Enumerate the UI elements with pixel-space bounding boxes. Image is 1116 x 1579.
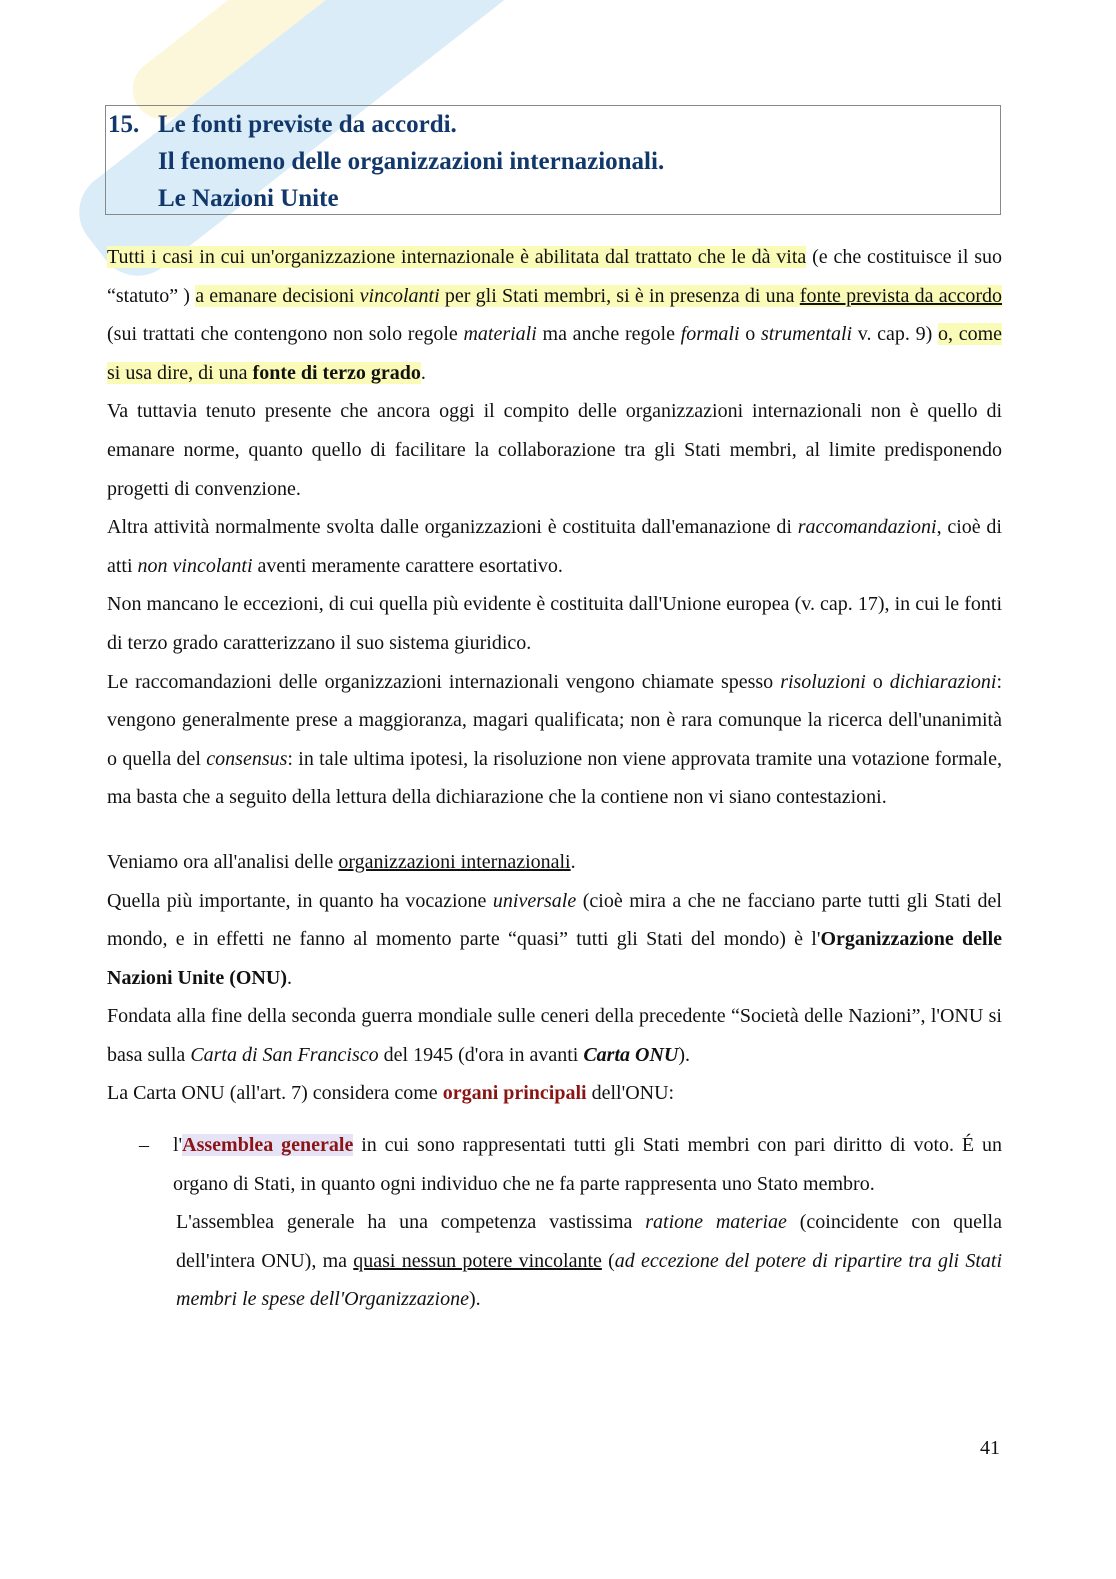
- text-run: Non mancano le eccezioni, di cui quella più evidente è costituita dall'Unione europea (v. cap. 17), in cui le fonti di terzo grado caratterizzano il suo sistema giuridico.: [107, 593, 1002, 654]
- bold-term: organi principali: [442, 1082, 587, 1105]
- paragraph: [173, 1203, 1002, 1319]
- paragraph: [107, 843, 1002, 882]
- bold-term: Carta ONU: [583, 1043, 679, 1066]
- text-run: La Carta ONU (all'art. 7) considera come: [107, 1082, 443, 1105]
- text-run: , cioè di atti: [107, 516, 1002, 577]
- page-number: 41: [980, 1437, 1000, 1459]
- text-run: ).: [468, 1288, 481, 1311]
- italic-term: formali: [680, 323, 740, 346]
- paragraphs: [107, 238, 1002, 1113]
- text-run: (: [601, 1249, 615, 1272]
- underlined-term: quasi nessun potere vincolante: [353, 1249, 602, 1272]
- organs-list: [107, 1126, 1002, 1319]
- section-heading-box: [105, 105, 1001, 215]
- paragraph: [107, 1074, 1002, 1113]
- text-run: Va tuttavia tenuto presente che ancora oggi il compito delle organizzazioni internazionali non è quello di emanare norme, quanto quello di facilitare la collaborazione tra gli Stati membri, al limite predisponendo progetti di convenzione.: [107, 400, 1002, 500]
- italic-term: non vincolanti: [137, 554, 253, 577]
- text-run: o: [739, 323, 761, 346]
- section-title-line-2: Il fenomeno delle organizzazioni internazionali.: [158, 148, 665, 175]
- text-run: Altra attività normalmente svolta dalle organizzazioni è costituita dall'emanazione di: [107, 516, 798, 539]
- text-run: ma anche regole: [536, 323, 681, 346]
- text-run: dell'ONU:: [586, 1082, 675, 1105]
- bold-term: fonte di terzo grado: [252, 361, 421, 384]
- italic-term: raccomandazioni: [797, 516, 937, 539]
- text-run: Le raccomandazioni delle organizzazioni internazionali vengono chiamate spesso: [107, 670, 781, 693]
- text-run: del 1945 (d'ora in avanti: [378, 1043, 584, 1066]
- highlighted-text: o, come si usa dire, di una: [107, 323, 1003, 384]
- highlighted-text: per gli Stati membri, si è in presenza di una: [439, 284, 800, 307]
- paragraph: [107, 392, 1002, 508]
- underlined-term: fonte prevista da accordo: [799, 284, 1003, 307]
- text-run: ).: [678, 1043, 691, 1066]
- italic-term: dichiarazioni: [889, 670, 997, 693]
- section-title-line-3: Le Nazioni Unite: [158, 185, 339, 212]
- section-title-line-1: Le fonti previste da accordi.: [158, 111, 457, 138]
- text-run: L'assemblea generale ha una competenza vastissima: [176, 1211, 646, 1234]
- paragraph: [107, 663, 1002, 817]
- text-run: Veniamo ora all'analisi delle: [107, 850, 339, 873]
- text-run: (e che costituisce il suo “statuto” ): [107, 246, 1002, 307]
- italic-term: vincolanti: [359, 284, 440, 307]
- text-run: Fondata alla fine della seconda guerra mondiale sulle ceneri della precedente “Società delle Nazioni”, l'ONU si basa sulla: [107, 1005, 1002, 1066]
- text-run: in cui sono rappresentati tutti gli Stati membri con pari diritto di voto. É un organo di Stati, in quanto ogni individuo che ne fa parte rappresenta uno Stato membro.: [173, 1134, 1002, 1195]
- italic-term: risoluzioni: [780, 670, 866, 693]
- text-run: l': [173, 1134, 183, 1157]
- text-run: aventi meramente carattere esortativo.: [252, 554, 563, 577]
- text-run: .: [286, 966, 292, 989]
- text-run: (coincidente con quella dell'intera ONU), ma: [176, 1211, 1002, 1272]
- italic-term: strumentali: [760, 323, 853, 346]
- text-run: : in tale ultima ipotesi, la risoluzione non viene approvata tramite una votazione formale, ma basta che a seguito della lettura della dichiarazione che la contiene non vi siano contestazioni.: [107, 747, 1002, 809]
- italic-term: Carta di San Francisco: [190, 1043, 379, 1066]
- text-run: Quella più importante, in quanto ha vocazione: [107, 889, 493, 912]
- paragraph: [107, 508, 1002, 585]
- list-bullet: –: [139, 1134, 149, 1157]
- italic-term: consensus: [206, 747, 288, 770]
- text-run: v. cap. 9): [852, 323, 938, 346]
- paragraph: [173, 1126, 1002, 1203]
- list-item: [173, 1126, 1002, 1319]
- text-run: : vengono generalmente prese a maggioranza, magari qualificata; non è rara comunque la ricerca dell'unanimità o quella del: [107, 670, 1003, 770]
- italic-term: ad eccezione del potere di ripartire tra gli Stati membri le spese dell'Organizzazione: [176, 1249, 1003, 1311]
- paragraph: [107, 882, 1002, 998]
- section-number: 15.: [108, 111, 140, 138]
- paragraph: [107, 997, 1002, 1074]
- bold-term: Organizzazione delle Nazioni Unite (ONU): [107, 928, 1002, 989]
- paragraph: [107, 238, 1002, 392]
- text-run: .: [420, 361, 426, 384]
- text-run: (cioè mira a che ne facciano parte tutti gli Stati del mondo, e in effetti ne fanno al momento parte “quasi” tutti gli Stati del mondo) è l': [107, 889, 1002, 951]
- text-run: .: [570, 850, 576, 873]
- underlined-term: organizzazioni internazionali: [338, 850, 571, 873]
- highlighted-text: a emanare decisioni: [195, 284, 360, 307]
- italic-term: universale: [492, 889, 577, 912]
- italic-term: materiali: [463, 323, 537, 346]
- document-body: [107, 238, 1002, 1319]
- italic-term: ratione materiae: [645, 1211, 787, 1234]
- highlighted-text: Tutti i casi in cui un'organizzazione internazionale è abilitata dal trattato che le dà vita: [107, 246, 807, 268]
- text-run: o: [865, 670, 890, 693]
- bold-term: Assemblea generale: [182, 1134, 354, 1157]
- text-run: (sui trattati che contengono non solo regole: [107, 323, 464, 346]
- paragraph: [107, 585, 1002, 662]
